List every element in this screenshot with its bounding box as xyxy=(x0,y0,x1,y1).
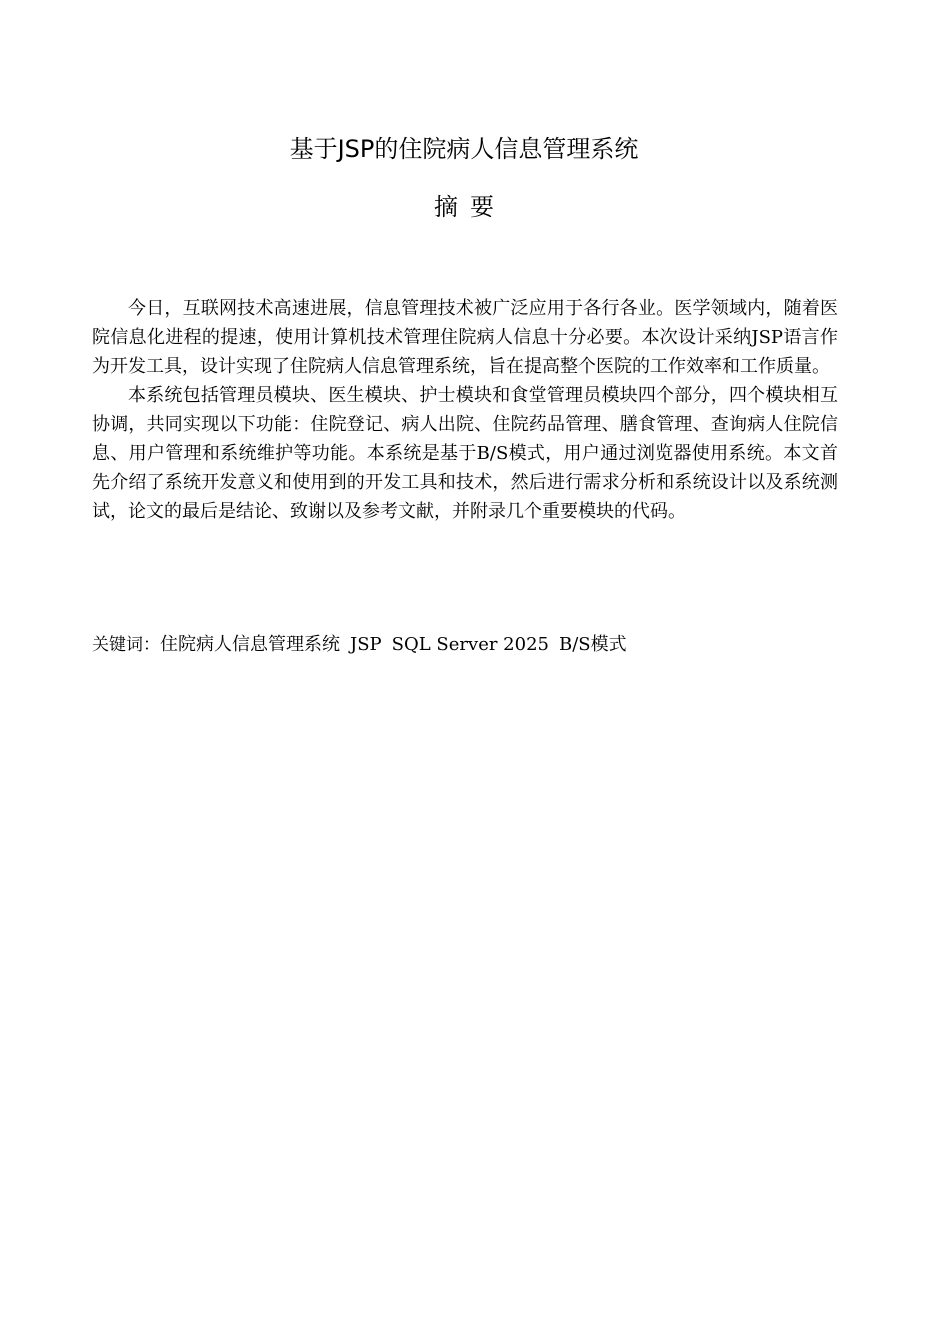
keyword-3: SQL Server 2025 xyxy=(391,634,549,655)
document-title: 基于JSP的住院病人信息管理系统 xyxy=(289,135,639,163)
keyword-4: B/S模式 xyxy=(558,634,627,655)
abstract-paragraph-1: 今日，互联网技术高速进展，信息管理技术被广泛应用于各行各业。医学领域内，随着医院信息化进程的提速，使用计算机技术管理住院病人信息十分必要。本次设计采纳JSP语言作为开发工具，设计实现了住院病人信息管理系统，旨在提高整个医院的工作效率和工作质量。 xyxy=(92,298,838,377)
abstract-paragraph-2: 本系统包括管理员模块、医生模块、护士模块和食堂管理员模块四个部分，四个模块相互协调，共同实现以下功能：住院登记、病人出院、住院药品管理、膳食管理、查询病人住院信息、用户管理和系统维护等功能。本系统是基于B/S模式，用户通过浏览器使用系统。本文首先介绍了系统开发意义和使用到的开发工具和技术，然后进行需求分析和系统设计以及系统测试，论文的最后是结论、致谢以及参考文献，并附录几个重要模块的代码。 xyxy=(92,385,838,522)
abstract-body xyxy=(92,294,838,526)
keyword-1: 住院病人信息管理系统 xyxy=(160,634,340,655)
abstract-heading: 摘要 xyxy=(434,193,506,221)
keyword-2: JSP xyxy=(350,634,382,655)
keywords-line xyxy=(92,633,838,657)
keywords-label: 关键词： xyxy=(92,635,160,655)
